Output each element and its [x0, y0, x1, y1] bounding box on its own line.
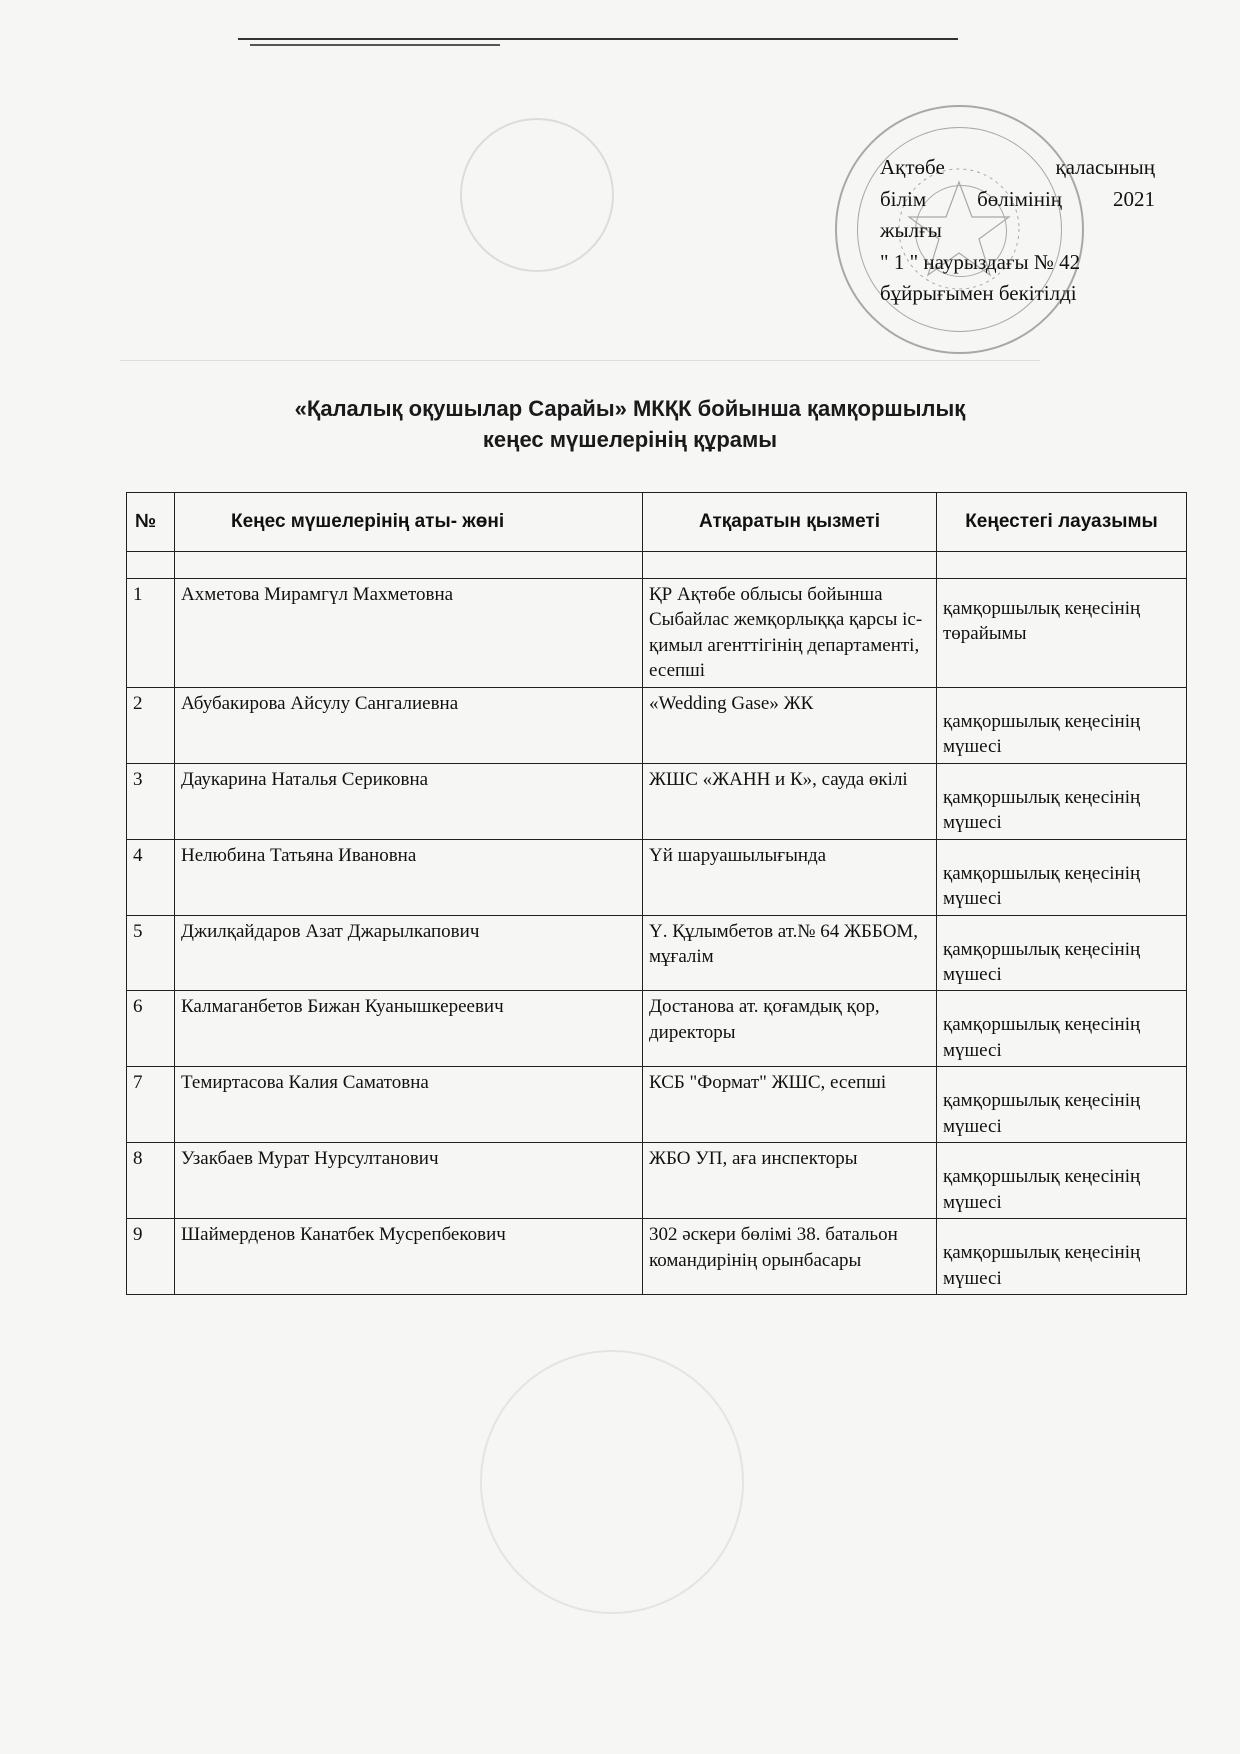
- row-role-text: қамқоршылық кеңесінің мүшесі: [943, 1014, 1141, 1061]
- members-table: [126, 492, 1187, 1295]
- header-role: Кеңестегі лауазымы: [937, 493, 1187, 552]
- row-role-text: қамқоршылық кеңесінің мүшесі: [943, 786, 1141, 834]
- row-role: [937, 763, 1187, 839]
- table-row: [127, 1143, 1187, 1219]
- row-role-text: қамқоршылық кеңесінің мүшесі: [943, 1090, 1141, 1137]
- row-job: ЖБО УП, аға инспекторы: [643, 1143, 937, 1219]
- members-table-wrap: [126, 492, 1186, 1295]
- row-job: 302 әскери бөлімі 38. батальон командирінің орынбасары: [643, 1219, 937, 1295]
- spacer-cell: [643, 552, 937, 579]
- row-job: ҚР Ақтөбе облысы бойынша Сыбайлас жемқорлыққа қарсы іс-қимыл агенттігінің департаменті, есепші: [643, 579, 937, 688]
- approval-line-2: білім бөлімінің 2021: [880, 186, 1155, 211]
- row-job: «Wedding Gase» ЖК: [643, 687, 937, 763]
- scan-top-line: [238, 38, 958, 40]
- header-job: Атқаратын қызметі: [643, 493, 937, 552]
- row-name: Ахметова Мирамгүл Махметовна: [175, 579, 643, 688]
- row-role: [937, 687, 1187, 763]
- row-role: [937, 1067, 1187, 1143]
- row-name: Калмаганбетов Бижан Куанышкереевич: [175, 991, 643, 1067]
- row-role-text: қамқоршылық кеңесінің төрайымы: [943, 598, 1141, 645]
- row-num: 1: [127, 579, 175, 688]
- spacer-cell: [127, 552, 175, 579]
- row-role: [937, 991, 1187, 1067]
- row-job: Достанова ат. қоғамдық қор, директоры: [643, 991, 937, 1067]
- scan-top-line-short: [250, 44, 500, 46]
- table-spacer-row: [127, 552, 1187, 579]
- ghost-rule: [120, 360, 1040, 361]
- row-name: Джилқайдаров Азат Джарылкапович: [175, 915, 643, 991]
- row-job: Үй шаруашылығында: [643, 839, 937, 915]
- table-row: [127, 991, 1187, 1067]
- row-job: ЖШС «ЖАНН и К», сауда өкілі: [643, 763, 937, 839]
- table-row: [127, 839, 1187, 915]
- row-role: [937, 915, 1187, 991]
- table-row: [127, 687, 1187, 763]
- row-name: Абубакирова Айсулу Сангалиевна: [175, 687, 643, 763]
- table-row: [127, 1067, 1187, 1143]
- ghost-emblem: [460, 118, 614, 272]
- table-row: [127, 1219, 1187, 1295]
- row-role: [937, 1219, 1187, 1295]
- ghost-seal: [480, 1350, 744, 1614]
- row-num: 3: [127, 763, 175, 839]
- row-role-text: қамқоршылық кеңесінің мүшесі: [943, 1242, 1141, 1289]
- row-name: Шаймерденов Канатбек Мусрепбекович: [175, 1219, 643, 1295]
- row-role-text: қамқоршылық кеңесінің мүшесі: [943, 862, 1141, 910]
- header-num: №: [127, 493, 175, 552]
- title-line-1: «Қалалық оқушылар Сарайы» МКҚК бойынша қамқоршылық: [294, 396, 966, 421]
- row-num: 5: [127, 915, 175, 991]
- row-name: Нелюбина Татьяна Ивановна: [175, 839, 643, 915]
- title-line-2: кеңес мүшелерінің құрамы: [482, 427, 778, 453]
- spacer-cell: [175, 552, 643, 579]
- row-num: 4: [127, 839, 175, 915]
- approval-line-4: " 1 " наурыздағы № 42: [880, 249, 1081, 274]
- row-num: 6: [127, 991, 175, 1067]
- row-role: [937, 1143, 1187, 1219]
- row-role: [937, 839, 1187, 915]
- header-name: Кеңес мүшелерінің аты- жөні: [175, 493, 643, 552]
- row-name: Темиртасова Калия Саматовна: [175, 1067, 643, 1143]
- table-body: [127, 552, 1187, 1295]
- row-role-text: қамқоршылық кеңесінің мүшесі: [943, 1166, 1141, 1213]
- row-num: 9: [127, 1219, 175, 1295]
- spacer-cell: [937, 552, 1187, 579]
- row-name: Узакбаев Мурат Нурсултанович: [175, 1143, 643, 1219]
- row-job: Ү. Құлымбетов ат.№ 64 ЖББОМ, мұғалім: [643, 915, 937, 991]
- table-row: [127, 579, 1187, 688]
- table-row: [127, 915, 1187, 991]
- row-num: 8: [127, 1143, 175, 1219]
- row-num: 7: [127, 1067, 175, 1143]
- document-title: [150, 393, 1110, 455]
- row-num: 2: [127, 687, 175, 763]
- approval-line-5: бұйрығымен бекітілді: [880, 281, 1077, 305]
- table-header-row: [127, 493, 1187, 552]
- row-role-text: қамқоршылық кеңесінің мүшесі: [943, 710, 1141, 758]
- table-row: [127, 763, 1187, 839]
- row-role: [937, 579, 1187, 688]
- row-role-text: қамқоршылық кеңесінің мүшесі: [943, 938, 1141, 985]
- row-job: КСБ "Формат" ЖШС, есепші: [643, 1067, 937, 1143]
- approval-line-3: жылғы: [880, 218, 942, 242]
- row-name: Даукарина Наталья Сериковна: [175, 763, 643, 839]
- approval-block: [880, 152, 1155, 310]
- approval-line-1: Ақтөбе қаласының: [880, 155, 1155, 179]
